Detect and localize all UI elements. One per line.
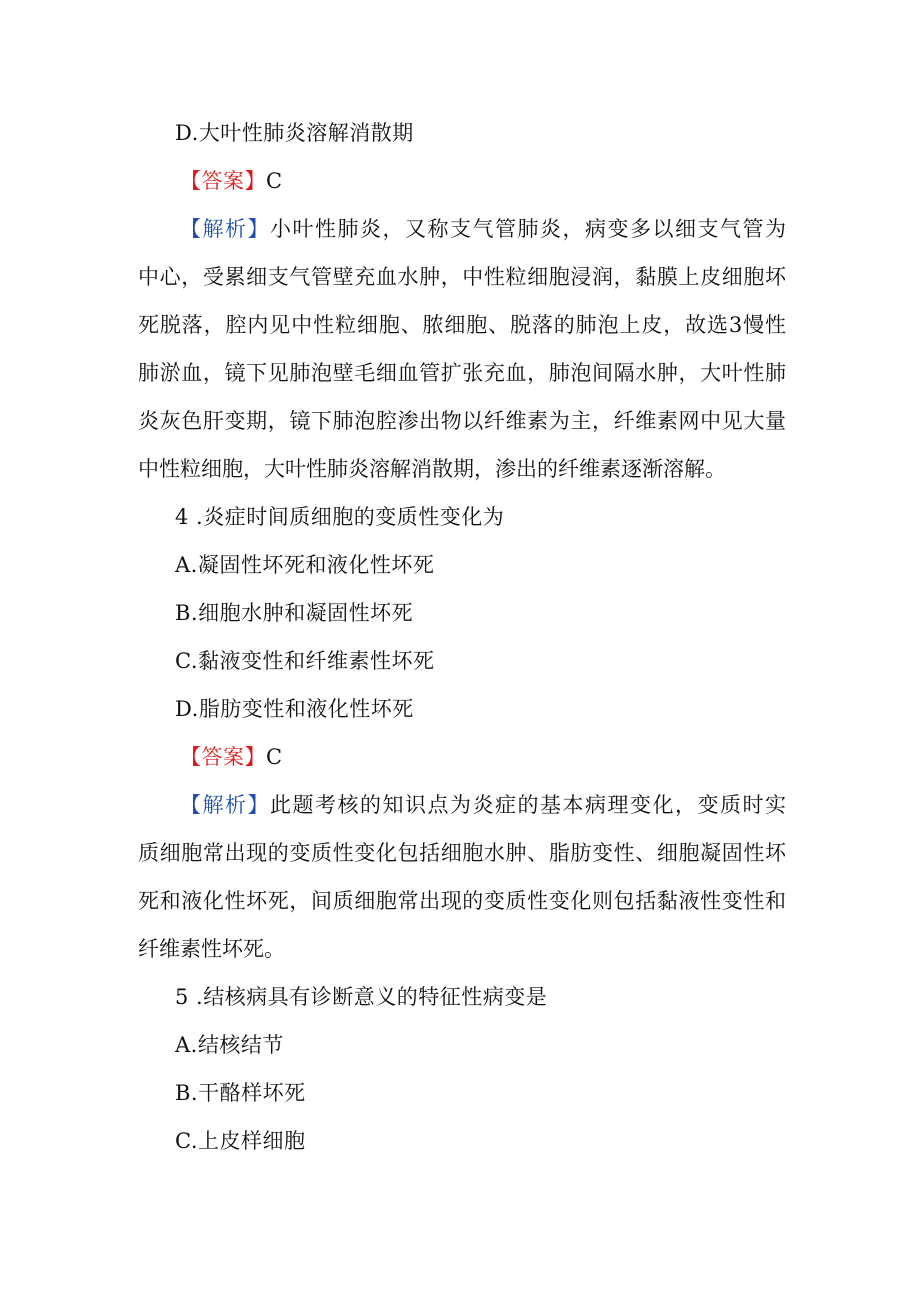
q4-answer [180, 742, 283, 772]
q4-analysis-tag: 【解析】 [180, 793, 270, 817]
q3-answer [180, 166, 283, 196]
q3-analysis-line-2: 中心，受累细支气管壁充血水肿，中性粒细胞浸润，黏膜上皮细胞坏 [138, 265, 786, 289]
q5-stem: 5 .结核病具有诊断意义的特征性病变是 [175, 985, 548, 1009]
q4-analysis-text-1: 此题考核的知识点为炎症的基本病理变化，变质时实 [270, 793, 786, 817]
q3-analysis-text-1: 小叶性肺炎，又称支气管肺炎，病变多以细支气管为 [270, 217, 786, 241]
q3-analysis-tag: 【解析】 [180, 217, 270, 241]
q3-analysis-line-5: 炎灰色肝变期，镜下肺泡腔渗出物以纤维素为主，纤维素网中见大量 [138, 409, 786, 433]
q4-option-b: B.细胞水肿和凝固性坏死 [175, 601, 414, 625]
q3-analysis-line-1 [180, 214, 786, 244]
q4-analysis-line-3: 死和液化性坏死，间质细胞常出现的变质性变化则包括黏液性变性和 [138, 889, 786, 913]
q3-option-d: D.大叶性肺炎溶解消散期 [175, 121, 414, 145]
q3-analysis-line-4: 肺淤血，镜下见肺泡壁毛细血管扩张充血，肺泡间隔水肿，大叶性肺 [138, 361, 786, 385]
q4-option-d: D.脂肪变性和液化性坏死 [175, 697, 414, 721]
q4-answer-tag: 【答案】 [180, 745, 266, 769]
q4-analysis-line-1 [180, 790, 786, 820]
q5-option-b: B.干酪样坏死 [175, 1081, 306, 1105]
q5-option-a: A.结核结节 [175, 1033, 284, 1057]
q4-answer-value: C [266, 745, 283, 769]
q5-option-c: C.上皮样细胞 [175, 1129, 306, 1153]
q3-answer-value: C [266, 169, 283, 193]
q3-answer-tag: 【答案】 [180, 169, 266, 193]
q4-analysis-line-4: 纤维素性坏死。 [138, 937, 285, 961]
q4-option-c: C.黏液变性和纤维素性坏死 [175, 649, 435, 673]
q3-analysis-line-3: 死脱落，腔内见中性粒细胞、脓细胞、脱落的肺泡上皮，故选3慢性 [138, 313, 786, 337]
q4-option-a: A.凝固性坏死和液化性坏死 [175, 553, 435, 577]
q3-analysis-line-6: 中性粒细胞，大叶性肺炎溶解消散期，渗出的纤维素逐渐溶解。 [138, 457, 726, 481]
q4-analysis-line-2: 质细胞常出现的变质性变化包括细胞水肿、脂肪变性、细胞凝固性坏 [138, 841, 786, 865]
q4-stem: 4 .炎症时间质细胞的变质性变化为 [175, 505, 505, 529]
